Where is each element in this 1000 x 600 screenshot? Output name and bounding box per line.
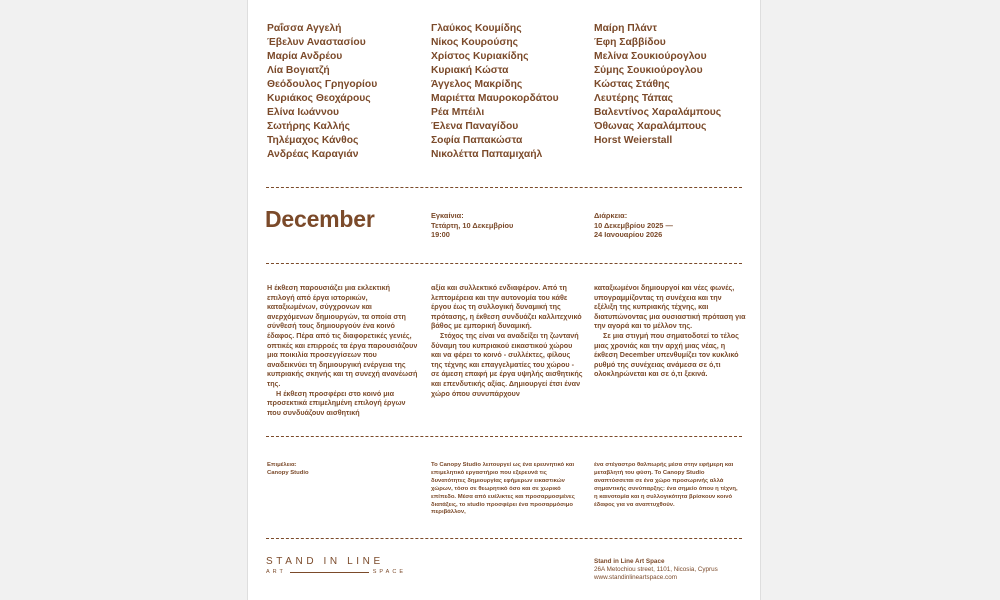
logo-space: SPACE [372, 569, 406, 575]
artist-name: Μαρία Ανδρέου [267, 51, 343, 62]
artist-name: Έβελυν Αναστασίου [267, 37, 366, 48]
dashed-divider [266, 187, 742, 188]
exhibition-title: December [265, 206, 375, 232]
artist-list-col-3 [594, 22, 721, 148]
artist-name: Άγγελος Μακρίδης [431, 79, 523, 90]
duration-label: Διάρκεια: [594, 211, 628, 220]
artist-name: Τηλέμαχος Κάνθος [267, 135, 359, 146]
opening-time: 19:00 [431, 230, 450, 240]
curation-label: Επιμέλεια: [267, 462, 297, 468]
artist-name: Βαλεντίνος Χαραλάμπους [594, 107, 722, 118]
artist-name: Νικολέττα Παπαμιχαήλ [431, 149, 543, 160]
artist-name: Κυριακή Κώστα [431, 65, 509, 76]
artist-name: Μαριέττα Μαυροκορδάτου [431, 93, 559, 104]
artist-name: Σύμης Σουκιούρογλου [594, 65, 703, 76]
artist-name: Σωτήρης Καλλής [267, 121, 350, 132]
paragraph: αξία και συλλεκτικό ενδιαφέρον. Από τη λεπτομέρεια και την αυτονομία του κάθε έργου έως τη συλλογική δυναμική της πρότασης, η έκθεση συνδυάζει καλλιτεχνικό βάθος με εμπορική δυναμική. [431, 283, 582, 331]
artist-name: Γλαύκος Κουμίδης [431, 23, 522, 34]
artist-name: Ραΐσσα Αγγελή [267, 23, 342, 34]
artist-name: Λευτέρης Τάπας [594, 93, 674, 104]
curation-value: Canopy Studio [267, 469, 309, 476]
artist-name: Έλενα Παναγίδου [431, 121, 519, 132]
opening-label: Εγκαίνια: [431, 211, 464, 220]
paragraph: Η έκθεση παρουσιάζει μια εκλεκτική επιλογή από έργα ιστορικών, καταξιωμένων, σύγχρονων και ανερχόμενων δημιουργών, τα οποία στη σύνθεσή τους δημιουργούν ένα κοινό έδαφος. Πέρα από τις διαφορετικές γενιές, οπτικές και επιρροές τα έργα παρουσιάζουν μια ποικιλία προσεγγίσεων που αναδεικνύει τη δημιουργική ενέργεια της κυπριακής σκηνής και τη συνεχή ανανέωσή της. [267, 283, 418, 388]
artist-name: Horst Weierstall [594, 135, 673, 146]
paragraph: καταξιωμένοι δημιουργοί και νέες φωνές, υπογραμμίζοντας τη συνέχεια και την εξέλιξη της κυπριακής τέχνης, και διατυπώνοντας μια ουσιαστική πρόταση για την αγορά και το μέλλον της. [594, 283, 746, 331]
duration-info [594, 211, 673, 240]
canopy-text-col-2 [431, 462, 579, 517]
opening-date: Τετάρτη, 10 Δεκεμβρίου [431, 220, 514, 230]
curation-info [267, 462, 415, 478]
body-text-col-1 [267, 283, 419, 417]
artist-name: Έφη Σαββίδου [594, 37, 666, 48]
venue-name: Stand in Line Art Space [594, 558, 665, 565]
artist-name: Ρέα Μπέιλι [431, 107, 485, 118]
paragraph: Στόχος της είναι να αναδείξει τη ζωντανή δύναμη του κυπριακού εικαστικού χώρου και να φέρει το κοινό - συλλέκτες, φίλους της τέχνης και επαγγελματίες του χώρου - σε άμεση επαφή με έργα υψηλής αισθητικής και επενδυτικής αξίας. Δημιουργεί έτσι έναν χώρο όπου συνυπάρχουν [431, 330, 583, 398]
paragraph: ένα στέγαστρο θαλπωρής μέσα στην εφήμερη και μεταβλητή του φύση. Το Canopy Studio αναπτύσσεται σε ένα χώρο προσωρινής αλλά σημαντικής συνύπαρξης: ένα σημείο όπου η τέχνη, η καινοτομία και η συλλογικότητα βρίσκουν κοινό έδαφος για να αναπτυχθούν. [594, 462, 738, 508]
venue-street: 26A Metochiou street, 1101, Nicosia, Cyprus [594, 566, 718, 574]
paragraph: Σε μια στιγμή που σηματοδοτεί το τέλος μιας χρονιάς και την αρχή μιας νέας, η έκθεση December υπενθυμίζει τον κυκλικό ρυθμό της συνέχειας ανάμεσα σε ό,τι ολοκληρώνεται και σε ό,τι ξεκινά. [594, 330, 739, 379]
artist-name: Νίκος Κουρούσης [431, 37, 519, 48]
poster-page [247, 0, 761, 600]
artist-name: Μελίνα Σουκιούρογλου [594, 51, 707, 62]
dashed-divider [266, 538, 742, 539]
dashed-divider [266, 436, 742, 437]
duration-end: 24 Ιανουαρίου 2026 [594, 230, 663, 240]
logo-art: ART [266, 569, 286, 575]
artist-name: Κυριάκος Θεοχάρους [267, 93, 371, 104]
venue-website[interactable]: www.standinlineartspace.com [594, 574, 677, 582]
artist-name: Μαίρη Πλάντ [594, 23, 657, 34]
logo-wordmark: STAND IN LINE [266, 556, 384, 567]
venue-address [594, 558, 718, 583]
artist-list-col-2 [431, 22, 559, 162]
logo-subline [266, 569, 406, 575]
artist-list-col-1 [267, 22, 377, 162]
artist-name: Κώστας Στάθης [594, 79, 670, 90]
canopy-text-col-3 [594, 462, 742, 509]
artist-name: Ελίνα Ιωάννου [267, 107, 339, 118]
dashed-divider [266, 263, 742, 264]
artist-name: Σοφία Παπακώστα [431, 135, 523, 146]
paragraph: Η έκθεση προσφέρει στο κοινό μια προσεκτικά επιμελημένη επιλογή έργων που συνδυάζουν αισθητική [267, 388, 406, 417]
artist-name: Χρίστος Κυριακίδης [431, 51, 529, 62]
artist-name: Όθωνας Χαραλάμπους [594, 121, 707, 132]
artist-name: Θεόδουλος Γρηγορίου [267, 79, 378, 90]
artist-name: Λία Βογιατζή [267, 65, 330, 76]
body-text-col-2 [431, 283, 583, 398]
artist-name: Ανδρέας Καραγιάν [267, 149, 359, 160]
paragraph: Το Canopy Studio λειτουργεί ως ένα ερευνητικό και επιμελητικό εργαστήριο που εξερευνά τις δυνατότητες δημιουργίας εφήμερων εικαστικών χώρων, τόσο σε θεωρητικό όσο και σε χωρικό επίπεδο. Μέσα από ευέλικτες και προσαρμοσμένες διατάξεις, το studio προσφέρει ένα προσαρμόσιμο περιβάλλον, [431, 462, 575, 516]
opening-info [431, 211, 513, 240]
logo-rule [290, 572, 369, 573]
duration-start: 10 Δεκεμβρίου 2025 — [594, 220, 673, 230]
body-text-col-3 [594, 283, 746, 379]
